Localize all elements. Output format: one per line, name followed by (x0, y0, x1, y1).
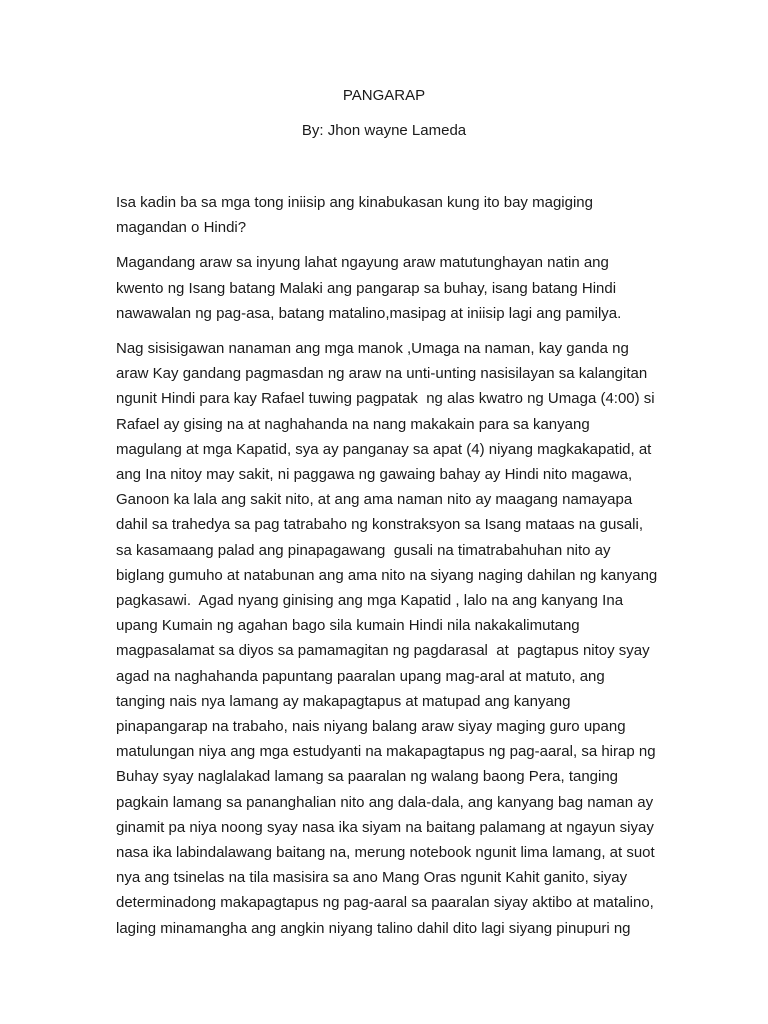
paragraph-greeting (116, 250, 686, 326)
text-line: dahil sa trahedya sa pag tatrabaho ng konstraksyon sa Isang mataas na gusali, (116, 516, 643, 534)
text-line: pinapangarap na trabaho, nais niyang balang araw siyay maging guro upang (116, 718, 626, 736)
text-line: ang Ina nitoy may sakit, ni paggawa ng gawaing bahay ay Hindi nito magawa, (116, 466, 633, 484)
text-line: biglang gumuho at natabunan ang ama nito na siyang naging dahilan ng kanyang (116, 566, 658, 584)
document-title: PANGARAP (342, 87, 426, 104)
text-line: kwento ng Isang batang Malaki ang pangarap sa buhay, isang batang Hindi (116, 279, 617, 297)
text-line: ngunit Hindi para kay Rafael tuwing pagpatak ng alas kwatro ng Umaga (4:00) si (116, 390, 655, 408)
document-byline: By: Jhon wayne Lameda (301, 122, 467, 139)
text-line: Rafael ay gising na at naghahanda na nang makakain para sa kanyang (116, 415, 590, 433)
text-line: pagkain lamang sa pananghalian nito ang dala-dala, ang kanyang bag naman ay (116, 793, 654, 811)
text-line: laging minamangha ang angkin niyang talino dahil dito lagi siyang pinupuri ng (116, 919, 631, 937)
text-line: nawawalan ng pag-asa, batang matalino,masipag at iniisip lagi ang pamilya. (116, 304, 622, 322)
document-body (116, 190, 686, 951)
text-line: sa kasamaang palad ang pinapagawang gusali na timatrabahuhan nito ay (116, 541, 611, 559)
text-line: Magandang araw sa inyung lahat ngayung araw matutunghayan natin ang (116, 254, 609, 272)
text-line: ginamit pa niya noong syay nasa ika siyam na baitang palamang at ngayun siyay (116, 818, 654, 836)
text-line: nya ang tsinelas na tila masisira sa ano Mang Oras ngunit Kahit ganito, siyay (116, 869, 628, 887)
paragraph-intro-question (116, 190, 686, 240)
text-line: araw Kay gandang pagmasdan ng araw na unti-unting nasisilayan sa kalangitan (116, 365, 648, 383)
text-line: tanging nais nya lamang ay makapagtapus at matupad ang kanyang (116, 692, 571, 710)
text-line: magulang at mga Kapatid, sya ay panganay sa apat (4) niyang magkakapatid, at (116, 440, 652, 458)
text-line: magandan o Hindi? (116, 219, 247, 237)
text-line: Buhay syay naglalakad lamang sa paaralan ng walang baong Pera, tanging (116, 768, 619, 786)
text-line: Ganoon ka lala ang sakit nito, at ang ama naman nito ay maagang namayapa (116, 491, 633, 509)
text-line: nasa ika labindalawang baitang na, merung notebook ngunit lima lamang, at suot (116, 844, 655, 862)
text-line: Nag sisisigawan nanaman ang mga manok ,Umaga na naman, kay ganda ng (116, 340, 629, 358)
text-line: magpasalamat sa diyos sa pamamagitan ng pagdarasal at pagtapus nitoy syay (116, 642, 650, 660)
text-line: upang Kumain ng agahan bago sila kumain Hindi nila nakakalimutang (116, 617, 580, 635)
text-line: matulungan niya ang mga estudyanti na makapagtapus ng pag-aaral, sa hirap ng (116, 743, 656, 761)
text-line: pagkasawi. Agad nyang ginising ang mga Kapatid , lalo na ang kanyang Ina (116, 592, 624, 610)
text-line: Isa kadin ba sa mga tong iniisip ang kinabukasan kung ito bay magiging (116, 194, 593, 211)
text-line: determinadong makapagtapus ng pag-aaral sa paaralan siyay aktibo at matalino, (116, 894, 654, 912)
text-line: agad na naghahanda papuntang paaralan upang mag-aral at matuto, ang (116, 667, 605, 685)
paragraph-story (116, 336, 686, 941)
